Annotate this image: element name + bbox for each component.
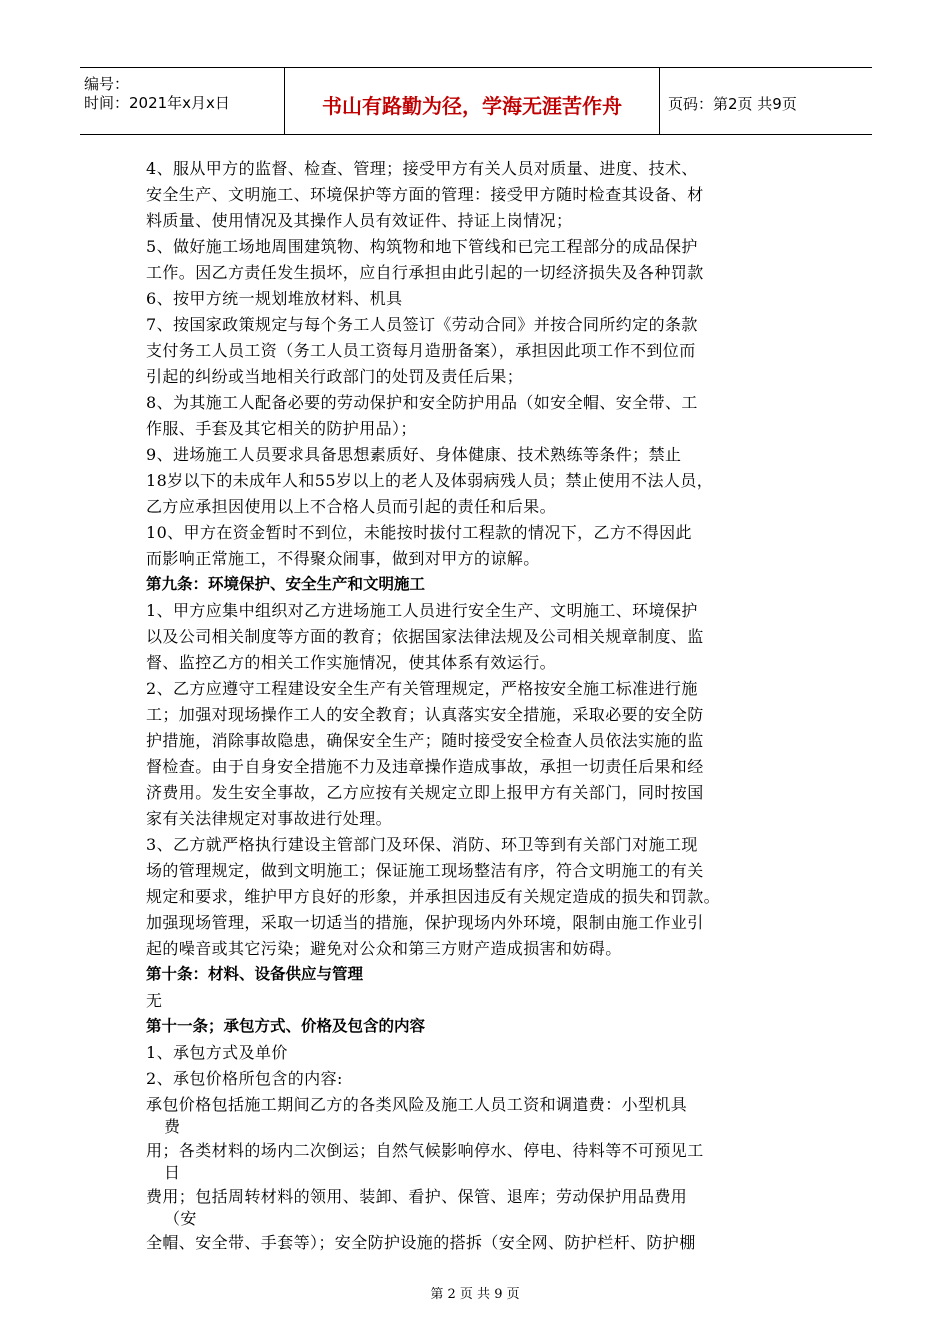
text-line: 作服、手套及其它相关的防护用品）； [146, 419, 417, 438]
text-line: 工；加强对现场操作工人的安全教育；认真落实安全措施，采取必要的安全防 [146, 705, 704, 724]
text-line: 安全生产、文明施工、环境保护等方面的管理：接受甲方随时检查其设备、材 [146, 185, 704, 204]
page-footer: 第 2 页 共 9 页 [430, 1287, 520, 1302]
text-line: （安 [164, 1209, 197, 1228]
text-line: 而影响正常施工，不得聚众闹事，做到对甲方的谅解。 [146, 549, 540, 568]
text-line: 10、甲方在资金暂时不到位，未能按时拔付工程款的情况下，乙方不得因此 [146, 523, 692, 542]
text-line: 9、进场施工人员要求具备思想素质好、身体健康、技术熟练等条件；禁止 [146, 445, 682, 464]
page-header [80, 67, 872, 135]
text-line: 以及公司相关制度等方面的教育；依据国家法律法规及公司相关规章制度、监 [146, 627, 704, 646]
text-line: 护措施，消除事故隐患，确保安全生产；随时接受安全检查人员依法实施的监 [146, 731, 704, 750]
text-line: 料质量、使用情况及其操作人员有效证件、持证上岗情况； [146, 211, 573, 230]
header-motto: 书山有路勤为径，学海无涯苦作舟 [285, 68, 660, 134]
text-line: 日 [164, 1163, 181, 1182]
text-line: 督、监控乙方的相关工作实施情况，使其体系有效运行。 [146, 653, 557, 672]
text-line: 4、服从甲方的监督、检查、管理；接受甲方有关人员对质量、进度、技术、 [146, 159, 698, 178]
section-heading: 第九条：环境保护、安全生产和文明施工 [146, 575, 426, 593]
text-line: 5、做好施工场地周围建筑物、构筑物和地下管线和已完工程部分的成品保护 [146, 237, 698, 256]
text-line: 场的管理规定，做到文明施工；保证施工现场整洁有序，符合文明施工的有关 [146, 861, 704, 880]
text-line: 乙方应承担因使用以上不合格人员而引起的责任和后果。 [146, 497, 557, 516]
text-line: 2、乙方应遵守工程建设安全生产有关管理规定，严格按安全施工标准进行施 [146, 679, 698, 698]
text-line: 7、按国家政策规定与每个务工人员签订《劳动合同》并按合同所约定的条款 [146, 315, 698, 334]
text-line: 1、甲方应集中组织对乙方进场施工人员进行安全生产、文明施工、环境保护 [146, 601, 698, 620]
text-line: 承包价格包括施工期间乙方的各类风险及施工人员工资和调遣费：小型机具 [146, 1095, 688, 1114]
text-line: 无 [146, 991, 163, 1010]
header-meta [80, 68, 285, 134]
text-line: 用；各类材料的场内二次倒运；自然气候影响停水、停电、待料等不可预见工 [146, 1141, 704, 1160]
text-line: 费用；包括周转材料的领用、装卸、看护、保管、退库；劳动保护用品费用 [146, 1187, 688, 1206]
text-line: 支付务工人员工资（务工人员工资每月造册备案），承担因此项工作不到位而 [146, 341, 696, 360]
text-line: 济费用。发生安全事故，乙方应按有关规定立即上报甲方有关部门，同时按国 [146, 783, 704, 802]
text-line: 2、承包价格所包含的内容: [146, 1069, 343, 1088]
text-line: 18岁以下的未成年人和55岁以上的老人及体弱病残人员；禁止使用不法人员， [146, 471, 714, 490]
text-line: 督检查。由于自身安全措施不力及违章操作造成事故，承担一切责任后果和经 [146, 757, 704, 776]
text-line: 3、乙方就严格执行建设主管部门及环保、消防、环卫等到有关部门对施工现 [146, 835, 698, 854]
text-line: 引起的纠纷或当地相关行政部门的处罚及责任后果； [146, 367, 524, 386]
text-line: 费 [164, 1117, 181, 1136]
text-line: 8、为其施工人配备必要的劳动保护和安全防护用品（如安全帽、安全带、工 [146, 393, 698, 412]
section-heading: 第十一条；承包方式、价格及包含的内容 [146, 1017, 426, 1035]
text-line: 规定和要求，维护甲方良好的形象，并承担因违反有关规定造成的损失和罚款。 [146, 887, 721, 906]
text-line: 工作。因乙方责任发生损坏，应自行承担由此引起的一切经济损失及各种罚款 [146, 263, 704, 282]
document-date: 时间：2021年x月x日 [84, 94, 230, 112]
text-line: 加强现场管理，采取一切适当的措施，保护现场内外环境，限制由施工作业引 [146, 913, 704, 932]
text-line: 6、按甲方统一规划堆放材料、机具 [146, 289, 403, 308]
text-line: 全帽、安全带、手套等）；安全防护设施的搭拆（安全网、防护栏杆、防护棚 [146, 1233, 696, 1252]
section-heading: 第十条：材料、设备供应与管理 [146, 965, 364, 983]
header-page-number: 页码：第2页 共9页 [668, 94, 797, 113]
document-number: 编号： [84, 75, 130, 93]
text-line: 起的噪音或其它污染；避免对公众和第三方财产造成损害和妨碍。 [146, 939, 622, 958]
text-line: 家有关法律规定对事故进行处理。 [146, 809, 393, 828]
text-line: 1、承包方式及单价 [146, 1043, 288, 1062]
